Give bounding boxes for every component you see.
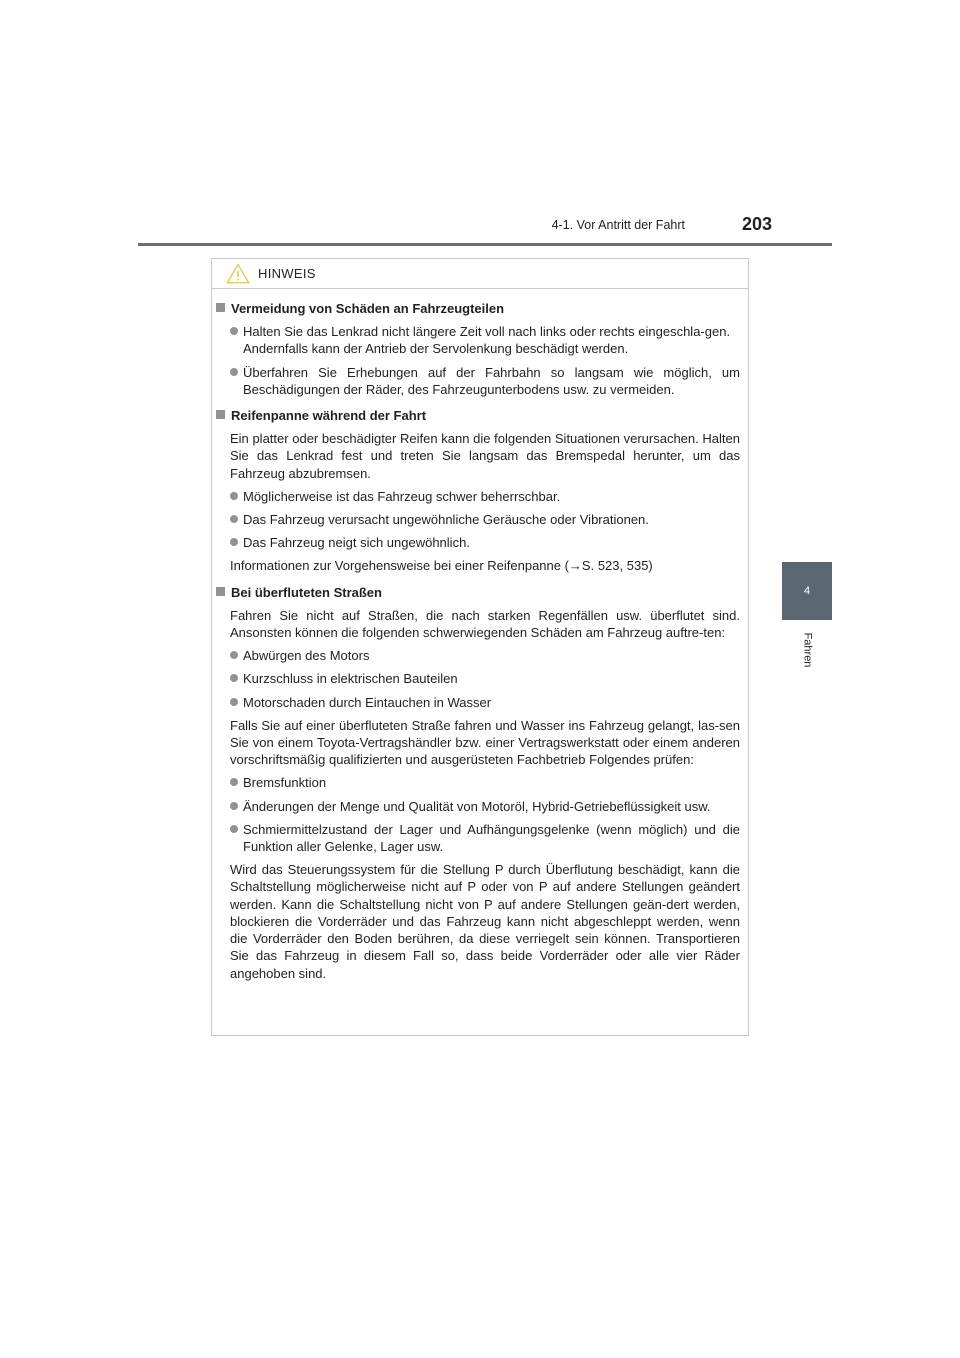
list-item	[216, 323, 740, 357]
list-item-text: Möglicherweise ist das Fahrzeug schwer beherrschbar.	[243, 488, 561, 504]
bullet-dot-icon	[230, 698, 238, 706]
list-item-text: Schmiermittelzustand der Lager und Aufhängungsgelenke (wenn möglich) und die Funktion aller Gelenke, Lager usw.	[243, 821, 740, 855]
paragraph: Fahren Sie nicht auf Straßen, die nach starken Regenfällen usw. überflutet sind. Ansonsten können die folgenden schwerwiegenden Schäden am Fahrzeug auftre-ten:	[230, 607, 740, 641]
section-header: 4-1. Vor Antritt der Fahrt	[551, 218, 685, 232]
list-item-text: Halten Sie das Lenkrad nicht längere Zeit voll nach links oder rechts eingeschla-gen.	[243, 324, 731, 340]
bullet-dot-icon	[230, 674, 238, 682]
bullet-dot-icon	[230, 515, 238, 523]
section-title	[216, 407, 740, 424]
list-item	[216, 647, 740, 664]
list-item	[216, 488, 740, 505]
list-item	[216, 364, 740, 398]
bullet-dot-icon	[230, 802, 238, 810]
list-item	[216, 694, 740, 711]
section-title-text: Bei überfluteten Straßen	[231, 584, 382, 600]
chapter-label	[782, 620, 832, 680]
chapter-number: 4	[803, 585, 811, 597]
bullet-dot-icon	[230, 538, 238, 546]
bullet-dot-icon	[230, 327, 238, 335]
bullet-dot-icon	[230, 651, 238, 659]
notice-box	[211, 258, 749, 1036]
list-item-text: Motorschaden durch Eintauchen in Wasser	[243, 694, 492, 710]
section-flooded-roads	[216, 584, 740, 982]
list-item	[216, 534, 740, 551]
list-item	[216, 821, 740, 855]
square-bullet-icon	[216, 587, 225, 596]
bullet-dot-icon	[230, 368, 238, 376]
list-item	[216, 511, 740, 528]
section-title	[216, 300, 740, 317]
list-item-subtext: Andernfalls kann der Antrieb der Servolenkung beschädigt werden.	[243, 341, 629, 357]
section-vehicle-damage	[216, 300, 740, 398]
notice-title: HINWEIS	[258, 266, 316, 281]
bullet-dot-icon	[230, 825, 238, 833]
list-item-text: Bremsfunktion	[243, 775, 327, 791]
section-title-text: Reifenpanne während der Fahrt	[231, 408, 427, 424]
list-item-text: Das Fahrzeug neigt sich ungewöhnlich.	[243, 535, 470, 551]
list-item	[216, 798, 740, 815]
notice-header	[212, 259, 748, 289]
chapter-tab[interactable]	[782, 562, 832, 620]
list-item-text: Änderungen der Menge und Qualität von Motoröl, Hybrid-Getriebeflüssigkeit usw.	[243, 798, 711, 814]
notice-body	[212, 289, 748, 982]
square-bullet-icon	[216, 410, 225, 419]
list-item	[216, 670, 740, 687]
chapter-label-text: Fahren	[800, 632, 813, 668]
header-rule	[138, 243, 832, 246]
list-item	[216, 774, 740, 791]
list-item-text: Überfahren Sie Erhebungen auf der Fahrbahn so langsam wie möglich, um Beschädigungen der Räder, des Fahrzeugunterbodens usw. zu vermeiden.	[243, 364, 740, 397]
paragraph: Wird das Steuerungssystem für die Stellung P durch Überflutung beschädigt, kann die Schaltstellung möglicherweise nicht auf P oder von P auf andere Stellungen geändert werden. Kann die Schaltstellung nicht von P auf andere Stellungen geän-dert werden, blockieren die Vorderräder und das Fahrzeug kann nicht abgeschleppt werden, wenn die Vorderräder den Boden berühren, da diese verriegelt sein können. Transportieren Sie das Fahrzeug in diesem Fall so, dass beide Vorderräder oder alle vier Räder angehoben sind.	[230, 862, 740, 981]
section-title-text: Vermeidung von Schäden an Fahrzeugteilen	[231, 301, 505, 316]
section-title	[216, 584, 740, 601]
page-number: 203	[742, 214, 773, 234]
section-flat-tire	[216, 407, 740, 575]
square-bullet-icon	[216, 303, 225, 312]
list-item-text: Das Fahrzeug verursacht ungewöhnliche Geräusche oder Vibrationen.	[243, 512, 649, 528]
bullet-dot-icon	[230, 778, 238, 786]
page-reference[interactable]: Informationen zur Vorgehensweise bei einer Reifenpanne (→S. 523, 535)	[230, 558, 653, 574]
list-item-text: Abwürgen des Motors	[243, 648, 370, 664]
list-item-text: Kurzschluss in elektrischen Bauteilen	[243, 671, 458, 687]
paragraph: Falls Sie auf einer überfluteten Straße fahren und Wasser ins Fahrzeug gelangt, las-sen Sie von einem Toyota-Vertragshändler bzw. einer Vertragswerkstatt oder einem anderen vorschriftsmäßig qualifizierten und ausgerüsteten Fachbetrieb Folgendes prüfen:	[230, 717, 740, 768]
warning-triangle-icon	[226, 263, 250, 284]
paragraph: Ein platter oder beschädigter Reifen kann die folgenden Situationen verursachen. Halten Sie das Lenkrad fest und treten Sie langsam das Bremspedal herunter, um das Fahrzeug abzubremsen.	[230, 431, 740, 481]
bullet-dot-icon	[230, 492, 238, 500]
